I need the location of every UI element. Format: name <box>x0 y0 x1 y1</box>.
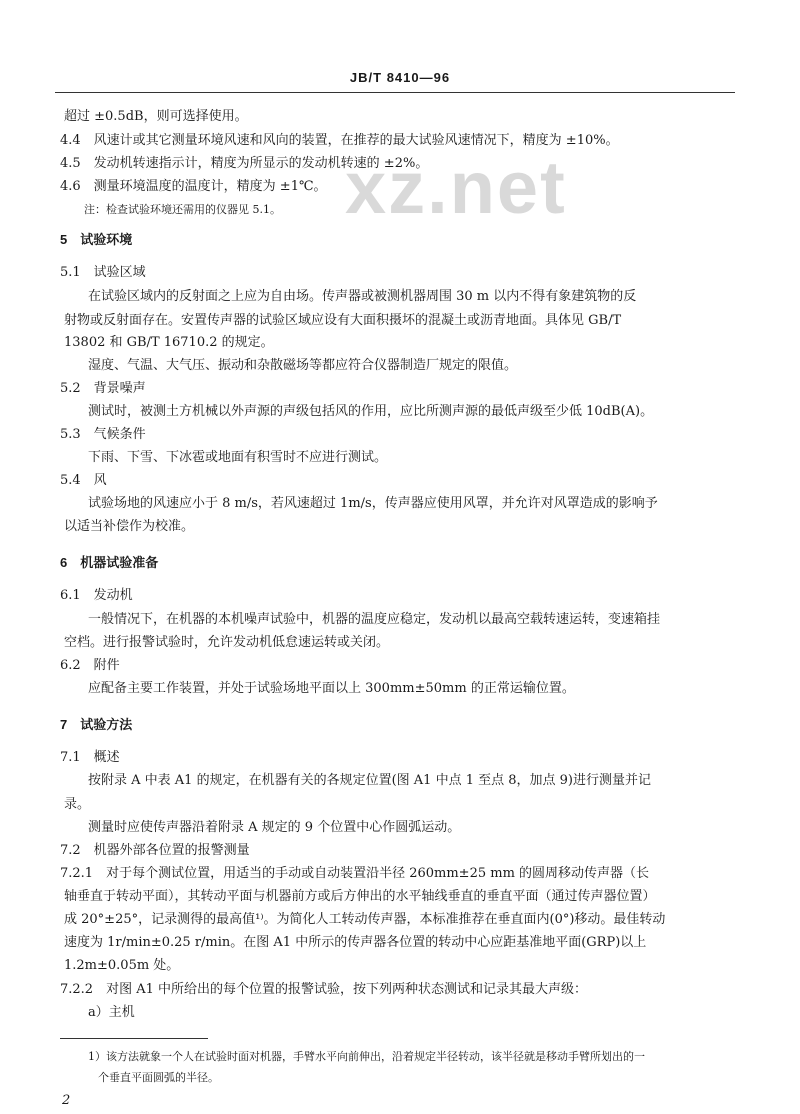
text-line: 13802 和 GB/T 16710.2 的规定。 <box>64 335 274 350</box>
text-line: 速度为 1r/min±0.25 r/min。在图 A1 中所示的传声器各位置的转动中心应距基准地平面(GRP)以上 <box>64 935 647 950</box>
text-line: 成 20°±25°，记录测得的最高值¹⁾。为简化人工转动传声器，本标准推荐在垂直面内(0°)移动。最佳转动 <box>64 912 666 927</box>
text-line: 空档。进行报警试验时，允许发动机低怠速运转或关闭。 <box>64 635 390 650</box>
subsection-heading-5-3: 5.3 气候条件 <box>60 427 146 442</box>
text-line: 录。 <box>64 797 91 812</box>
text-line: 测量时应使传声器沿着附录 A 规定的 9 个位置中心作圆弧运动。 <box>88 820 461 835</box>
subsection-heading-5-2: 5.2 背景噪声 <box>60 381 146 396</box>
subsection-heading-6-1: 6.1 发动机 <box>60 588 133 603</box>
clause-7-2-1: 7.2.1 对于每个测试位置，用适当的手动或自动装置沿半径 260mm±25 mm 的圆周移动传声器（长 <box>60 866 650 881</box>
watermark: xz.net <box>345 146 567 229</box>
text-line: 一般情况下，在机器的本机噪声试验中，机器的温度应稳定，发动机以最高空载转速运转，变速箱挂 <box>88 612 661 627</box>
page-number: 2 <box>62 1093 71 1108</box>
section-heading-5: 5 试验环境 <box>60 232 133 247</box>
text-line: 以适当补偿作为校准。 <box>64 519 195 534</box>
text-line: 应配备主要工作装置，并处于试验场地平面以上 300mm±50mm 的正常运输位置。 <box>88 681 575 696</box>
note-line: 注：检查试验环境还需用的仪器见 5.1。 <box>84 203 281 216</box>
footnote-rule <box>60 1038 208 1039</box>
clause-7-2-2: 7.2.2 对图 A1 中所给出的每个位置的报警试验，按下列两种状态测试和记录其最大声级： <box>60 982 588 997</box>
text-line: 射物或反射面存在。安置传声器的试验区域应设有大面积摄坏的混凝土或沥青地面。具体见 GB/T <box>64 313 622 328</box>
text-line: 湿度、气温、大气压、振动和杂散磁场等都应符合仪器制造厂规定的限值。 <box>88 358 518 373</box>
text-line: 试验场地的风速应小于 8 m/s，若风速超过 1m/s，传声器应使用风罩，并允许对风罩造成的影响予 <box>88 496 658 511</box>
subsection-heading-5-4: 5.4 风 <box>60 473 107 488</box>
section-heading-7: 7 试验方法 <box>60 717 133 732</box>
clause-4-6: 4.6 测量环境温度的温度计，精度为 ±1℃。 <box>60 179 327 194</box>
text-line: 超过 ±0.5dB，则可选择使用。 <box>64 109 248 124</box>
text-line: 轴垂直于转动平面），其转动平面与机器前方或后方伸出的水平轴线垂直的垂直平面（通过传声器位置） <box>64 889 656 904</box>
text-line: 测试时，被测土方机械以外声源的声级包括风的作用，应比所测声源的最低声级至少低 10dB(A)。 <box>88 404 654 419</box>
subsection-heading-7-1: 7.1 概述 <box>60 750 120 765</box>
list-item-a: a）主机 <box>88 1005 135 1020</box>
clause-4-5: 4.5 发动机转速指示计，精度为所显示的发动机转速的 ±2%。 <box>60 156 429 171</box>
subsection-heading-5-1: 5.1 试验区域 <box>60 265 146 280</box>
footnote-line: 个垂直平面圆弧的半径。 <box>98 1071 219 1084</box>
text-line: 1.2m±0.05m 处。 <box>64 958 180 973</box>
footnote-line: 1）该方法就象一个人在试验时面对机器，手臂水平向前伸出，沿着规定半径转动，该半径就是移动手臂所划出的一 <box>88 1050 645 1063</box>
subsection-heading-6-2: 6.2 附件 <box>60 658 120 673</box>
text-line: 下雨、下雪、下冰雹或地面有积雪时不应进行测试。 <box>88 450 388 465</box>
clause-4-4: 4.4 风速计或其它测量环境风速和风向的装置，在推荐的最大试验风速情况下，精度为 ±10%。 <box>60 133 619 148</box>
section-heading-6: 6 机器试验准备 <box>60 555 159 570</box>
subsection-heading-7-2: 7.2 机器外部各位置的报警测量 <box>60 843 250 858</box>
header-rule <box>55 92 735 93</box>
text-line: 按附录 A 中表 A1 的规定，在机器有关的各规定位置(图 A1 中点 1 至点 8，加点 9)进行测量并记 <box>88 773 651 788</box>
standard-code-header: JB/T 8410—96 <box>349 70 451 85</box>
text-line: 在试验区域内的反射面之上应为自由场。传声器或被测机器周围 30 m 以内不得有象建筑物的反 <box>88 289 637 304</box>
